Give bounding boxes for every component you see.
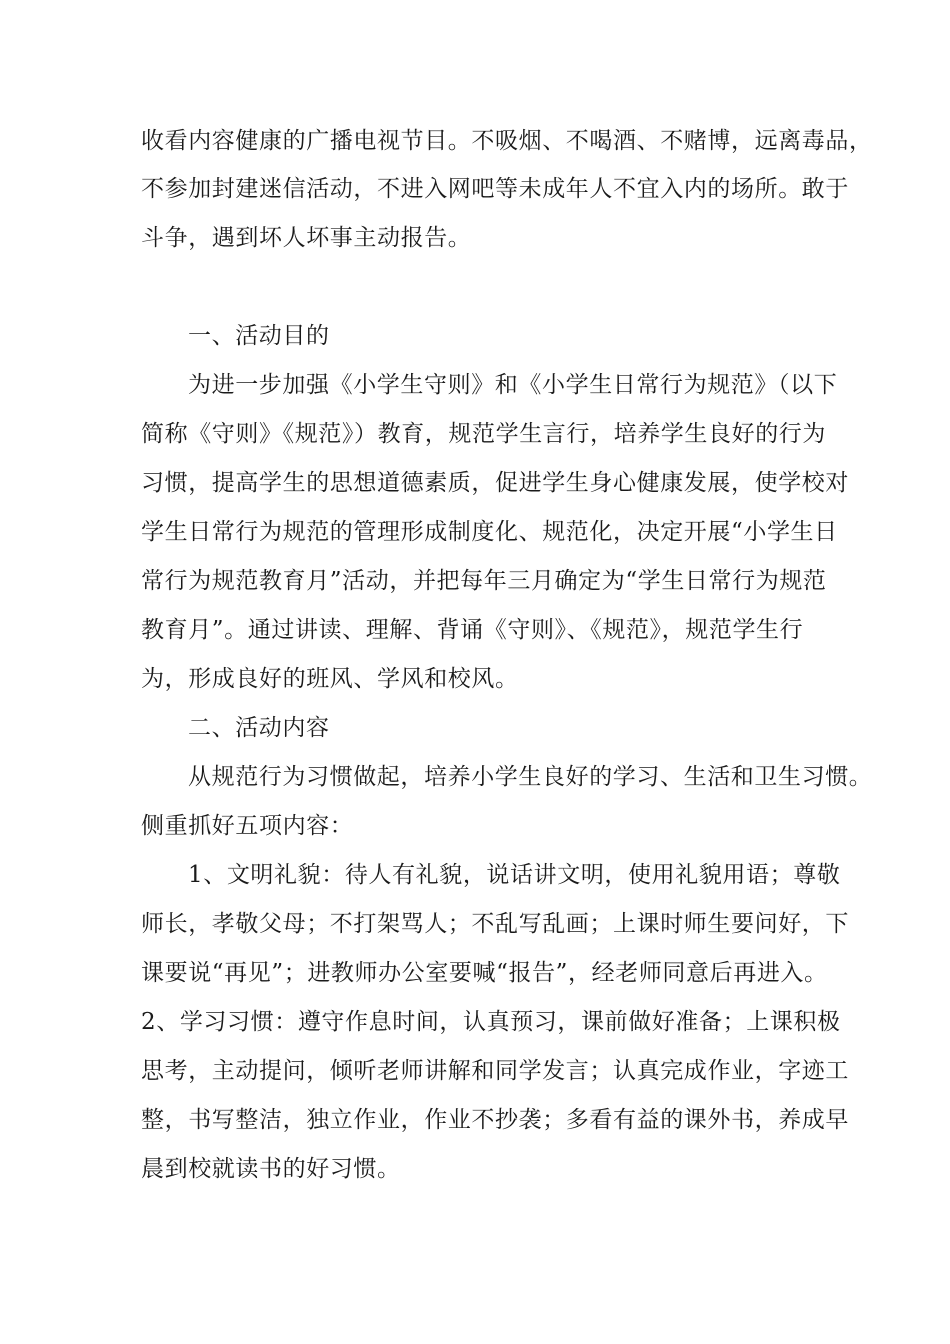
paragraph-line: 简称《守则》《规范》）教育，规范学生言行，培养学生良好的行为 [141,421,826,447]
paragraph-line: 从规范行为习惯做起，培养小学生良好的学习、生活和卫生习惯。 [188,764,873,790]
paragraph-line: 学生日常行为规范的管理形成制度化、规范化，决定开展“小学生日 [141,519,838,545]
list-item-line: 思考，主动提问，倾听老师讲解和同学发言；认真完成作业，字迹工 [141,1058,849,1084]
paragraph-line: 常行为规范教育月”活动，并把每年三月确定为“学生日常行为规范 [141,568,827,594]
paragraph-line: 教育月”。通过讲读、理解、背诵《守则》、《规范》，规范学生行 [141,617,804,643]
paragraph-line: 收看内容健康的广播电视节目。不吸烟、不喝酒、不赌博，远离毒品， [141,128,873,154]
paragraph-line: 习惯，提高学生的思想道德素质，促进学生身心健康发展，使学校对 [141,470,849,496]
paragraph-line: 斗争，遇到坏人坏事主动报告。 [141,225,472,251]
list-item-line: 1、文明礼貌：待人有礼貌，说话讲文明，使用礼貌用语；尊敬 [188,862,841,888]
section-heading: 一、活动目的 [188,323,330,349]
section-heading: 二、活动内容 [188,715,330,741]
paragraph-line: 为进一步加强《小学生守则》和《小学生日常行为规范》（以下 [188,372,838,398]
list-item-line: 晨到校就读书的好习惯。 [141,1156,401,1182]
list-item-line: 2、学习习惯：遵守作息时间，认真预习，课前做好准备；上课积极 [141,1009,841,1035]
paragraph-line: 为，形成良好的班风、学风和校风。 [141,666,519,692]
list-item-line: 整，书写整洁，独立作业，作业不抄袭；多看有益的课外书，养成早 [141,1107,849,1133]
paragraph-line: 侧重抓好五项内容： [141,813,354,839]
list-item-line: 课要说“再见”；进教师办公室要喊“报告”，经老师同意后再进入。 [141,960,828,986]
paragraph-line: 不参加封建迷信活动，不进入网吧等未成年人不宜入内的场所。敢于 [141,176,849,202]
list-item-line: 师长，孝敬父母；不打架骂人；不乱写乱画；上课时师生要问好，下 [141,911,849,937]
